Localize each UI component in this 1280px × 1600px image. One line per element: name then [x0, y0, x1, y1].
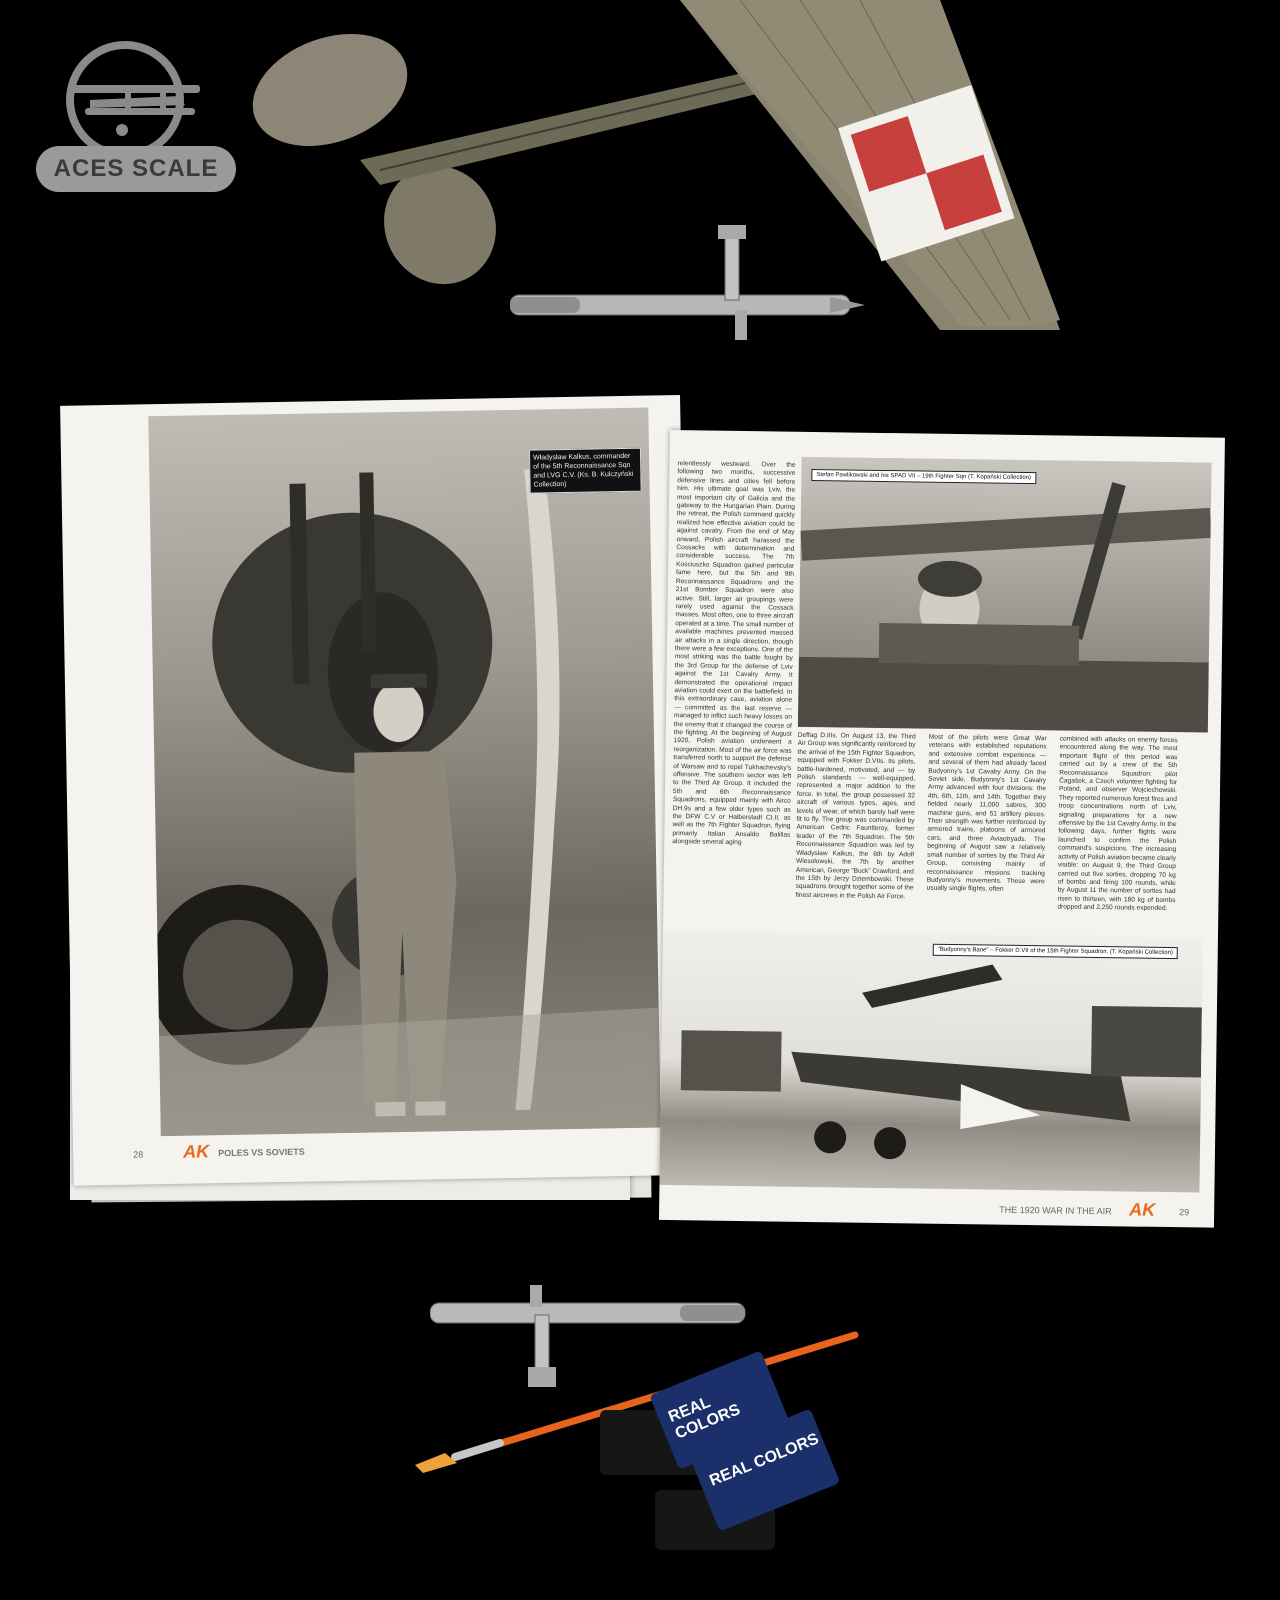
text-column-1: relentlessly westward. Over the following two months, successive defensive lines and cities fell before him. His ultimate goal was Lviv, the most important city of Galicia and the gateway to the Hungarian Plain. During the retreat, the Polish command quickly realized how effective aviation could be against cavalry. From the end of May onward, Polish aircraft harassed the Cossacks with determination and considerable success. The 7th Kościuszko Squadron gained particular fame here, but the 5th and 9th Reconnaissance Squadrons and the 21st Bomber Squadron were also active. Still, larger air groupings were rarely used against the Cossack masses. Most often, one to three aircraft operated at a time. The small number of available machines prevented massed air attacks in a single direction, though there were a few exceptions. One of the most striking was the battle fought by the 3rd Group for the defense of Lviv against the 1st Cavalry Army. It demonstrated the operational impact aviation could exert on the battlefield. In this extraordinary case, aviation alone — committed as the last reserve — managed to inflict such heavy losses on the enemy that it changed the course of the fighting. At the beginning of August 1920, Polish aviation underwent a reorganization. Most of the air force was transferred north to support the defense of Warsaw and to repel Tukhachevsky's offensive. The southern sector was left to the Third Air Group. It included the 5th and 6th Reconnaissance Squadrons, equipped mainly with Airco DH.9s and a few older types such as the DFW C.V or Halberstadt CI.II, as well as the 7th Fighter Squadron, flying primarily Italian Ansaldo Balillas alongside several aging: [672, 460, 796, 847]
biplane-logo-icon: [30, 30, 240, 150]
paint-bottle-2-label: REAL COLORS: [707, 1430, 822, 1490]
airbrush-top: [510, 225, 870, 345]
right-footer-title: THE 1920 WAR IN THE AIR: [999, 1204, 1112, 1217]
left-footer-title: POLES VS SOVIETS: [218, 1146, 305, 1159]
photo-fokker-dvii: [659, 930, 1203, 1193]
ak-logo-right: AK: [1129, 1199, 1156, 1220]
photo1-caption: Stefan Pawlikowski and his SPAD VII – 19th Fighter Sqn (T. Kopański Collection): [811, 469, 1036, 484]
photo2-caption: "Budyonny's Bane" – Fokker D.VII of the 15th Fighter Squadron. (T. Kopański Collection): [933, 944, 1178, 959]
fokker-photo-illustration: [659, 930, 1203, 1193]
photo-pilot-and-biplane: [148, 408, 660, 1137]
paint-bottle-1-label: REAL COLORS: [666, 1393, 743, 1443]
right-page-number: 29: [1179, 1207, 1190, 1218]
text-column-4: combined with attacks on enemy forces encountered along the way. The most important flight of this period was carried out by a crew of the 5th Reconnaissance Squadron: pilot Čagašek, a Czech volunteer fighting for Poland, and observer Wojciechowski. They reported numerous forest fires and troop concentrations north of Lviv, signaling preparations for a new offensive by the 1st Cavalry Army. In the following days, further flights were launched to confirm the Polish command's suspicions. The increasing activity of Polish aviation became clearly visible: on August 9, the Third Group carried out five sorties, dropping 70 kg of bombs and firing 100 rounds, while by August 11 the number of sorties had risen to thirteen, with 180 kg of bombs dropped and 2,250 rounds expended.: [1057, 735, 1178, 913]
pilot-photo-illustration: [148, 408, 660, 1137]
left-photo-caption: Władysław Kalkus, commander of the 5th Reconnaissance Sqn and LVG C.V. (Ks. B. Kulczyński Collection): [529, 448, 642, 494]
left-page: [60, 395, 694, 1186]
logo-wordmark: ACES SCALE: [36, 146, 236, 192]
right-page: [659, 430, 1225, 1228]
left-page-number: 28: [133, 1149, 144, 1160]
open-book: [60, 390, 1240, 1230]
text-column-2: Deffag D.IIIs. On August 13, the Third Air Group was significantly reinforced by the arrival of the 15th Fighter Squadron, equipped with Fokker D.VIIs. Its pilots, battle-hardened, motivated, and — by Polish standards — well-equipped, represented a major addition to the force. In total, the group possessed 32 aircraft of various types, ages, and levels of wear, of which barely half were fit to fly. The group was commanded by American Cedric Fauntleroy, former leader of the 7th Squadron. The 5th Reconnaissance Squadron was led by Władysław Kalkus, the 6th by Adolf Wiesołowski, the 7th by another American, George "Buck" Crawford, and the 15th by Jerzy Dziembowski. These squadrons brought together some of the finest aircrews in the Polish Air Force.: [795, 731, 916, 901]
spad-photo-illustration: [798, 457, 1212, 733]
text-column-3: Most of the pilots were Great War veterans with established reputations and extensive combat experience — and several of them had already faced Budyonny's 1st Cavalry Army. On the Soviet side, Budyonny's 1st Cavalry Army advanced with four divisions: the 4th, 6th, 11th, and 14th. Together they fielded nearly 11,000 sabres, 300 machine guns, and 51 artillery pieces. Their strength was further reinforced by armored trains, platoons of armored cars, and three Aviaotryads. The beginning of August saw a relatively small number of sorties by the Third Air Group, consisting mainly of reconnaissance missions tracking Budyonny's movements. These were usually single flights, often: [926, 733, 1047, 894]
ak-logo-left: AK: [182, 1141, 210, 1162]
photo-spad-pilot: [798, 457, 1212, 733]
aces-scale-logo: [30, 30, 240, 200]
